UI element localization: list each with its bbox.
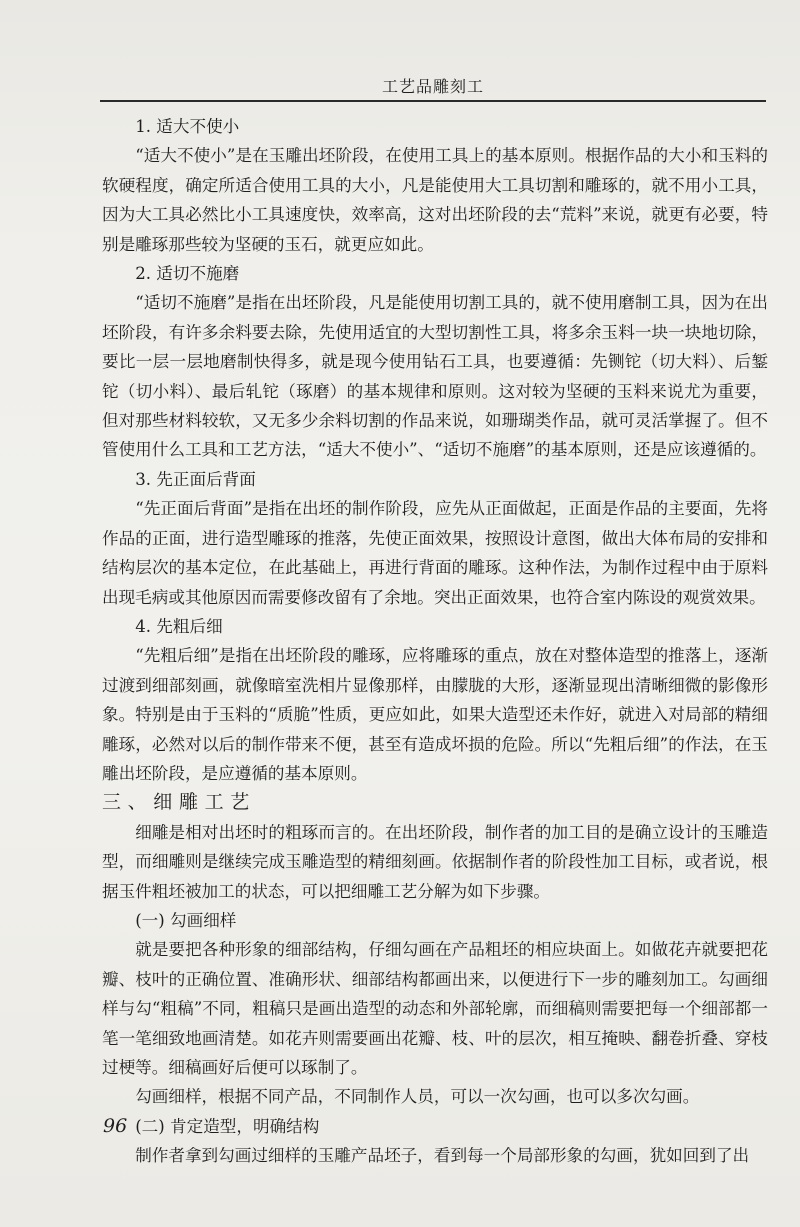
page-body xyxy=(102,112,768,1171)
subsection-body-1a: 就是要把各种形象的细部结构，仔细勾画在产品粗坯的相应块面上。如做花卉就要把花瓣、枝叶的正确位置、准确形状、细部结构都画出来，以便进行下一步的雕刻加工。勾画细样与勾“粗稿”不同，粗稿只是画出造型的动态和外部轮廓，而细稿则需要把每一个细部都一笔一笔细致地画清楚。如花卉则需要画出花瓣、枝、叶的层次，相互掩映、翻卷折叠、穿枝过梗等。细稿画好后便可以琢制了。 xyxy=(102,940,768,1077)
section-heading-3: 3. 先正面后背面 xyxy=(135,469,256,489)
section-body-3: “先正面后背面”是指在出坯的制作阶段，应先从正面做起，正面是作品的主要面，先将作品的正面，进行造型雕琢的推落，先使正面效果，按照设计意图，做出大体布局的安排和结构层次的基本定位，在此基础上，再进行背面的雕琢。这种作法，为制作过程中由于原料出现毛病或其他原因而需要修改留有了余地。突出正面效果，也符合室内陈设的观赏效果。 xyxy=(102,499,768,607)
section-intro: 细雕是相对出坯时的粗琢而言的。在出坯阶段，制作者的加工目的是确立设计的玉雕造型，而细雕则是继续完成玉雕造型的精细刻画。依据制作者的阶段性加工目标，或者说，根据玉件粗坯被加工的状态，可以把细雕工艺分解为如下步骤。 xyxy=(102,822,768,901)
subsection-heading-1: (一) 勾画细样 xyxy=(135,910,237,930)
section-body-2: “适切不施磨”是指在出坯阶段，凡是能使用切割工具的，就不使用磨制工具，因为在出坯阶段，有许多余料要去除，先使用适宜的大型切割性工具，将多余玉料一块一块地切除，要比一层一层地磨制快得多，就是现今使用钻石工具，也要遵循：先铡铊（切大料）、后錾铊（切小料）、最后轧铊（琢磨）的基本规律和原则。这对较为坚硬的玉料来说尤为重要，但对那些材料较软，又无多少余料切割的作品来说，如珊瑚类作品，就可灵活掌握了。但不管使用什么工具和工艺方法，“适大不使小”、“适切不施磨”的基本原则，还是应该遵循的。 xyxy=(102,293,768,460)
header-title: 工艺品雕刻工 xyxy=(381,77,484,96)
subsection-body-2: 制作者拿到勾画过细样的玉雕产品坯子，看到每一个局部形象的勾画，犹如回到了出 xyxy=(135,1146,750,1166)
subsection-heading-2: (二) 肯定造型，明确结构 xyxy=(135,1116,320,1136)
chapter-section-title: 三、细雕工艺 xyxy=(102,791,256,814)
section-heading-4: 4. 先粗后细 xyxy=(135,616,223,636)
section-heading-1: 1. 适大不使小 xyxy=(135,117,240,136)
subsection-body-1b: 勾画细样，根据不同产品，不同制作人员，可以一次勾画，也可以多次勾画。 xyxy=(135,1087,700,1107)
section-body-1: “适大不使小”是在玉雕出坯阶段，在使用工具上的基本原则。根据作品的大小和玉料的软硬程度，确定所适合使用工具的大小，凡是能使用大工具切割和雕琢的，就不用小工具，因为大工具必然比小工具速度快，效率高，这对出坯阶段的去“荒料”来说，就更有必要，特别是雕琢那些较为坚硬的玉石，就更应如此。 xyxy=(102,146,768,254)
running-header xyxy=(100,74,766,102)
section-body-4: “先粗后细”是指在出坯阶段的雕琢，应将雕琢的重点，放在对整体造型的推落上，逐渐过渡到细部刻画，就像暗室洗相片显像那样，由朦胧的大形，逐渐显现出清晰细微的影像形象。特别是由于玉料的“质脆”性质，更应如此，如果大造型还未作好，就进入对局部的精细雕琢，必然对以后的制作带来不便，甚至有造成坏损的危险。所以“先粗后细”的作法，在玉雕出坯阶段，是应遵循的基本原则。 xyxy=(102,646,768,783)
section-heading-2: 2. 适切不施磨 xyxy=(135,264,240,284)
page-number: 96 xyxy=(103,1115,128,1137)
